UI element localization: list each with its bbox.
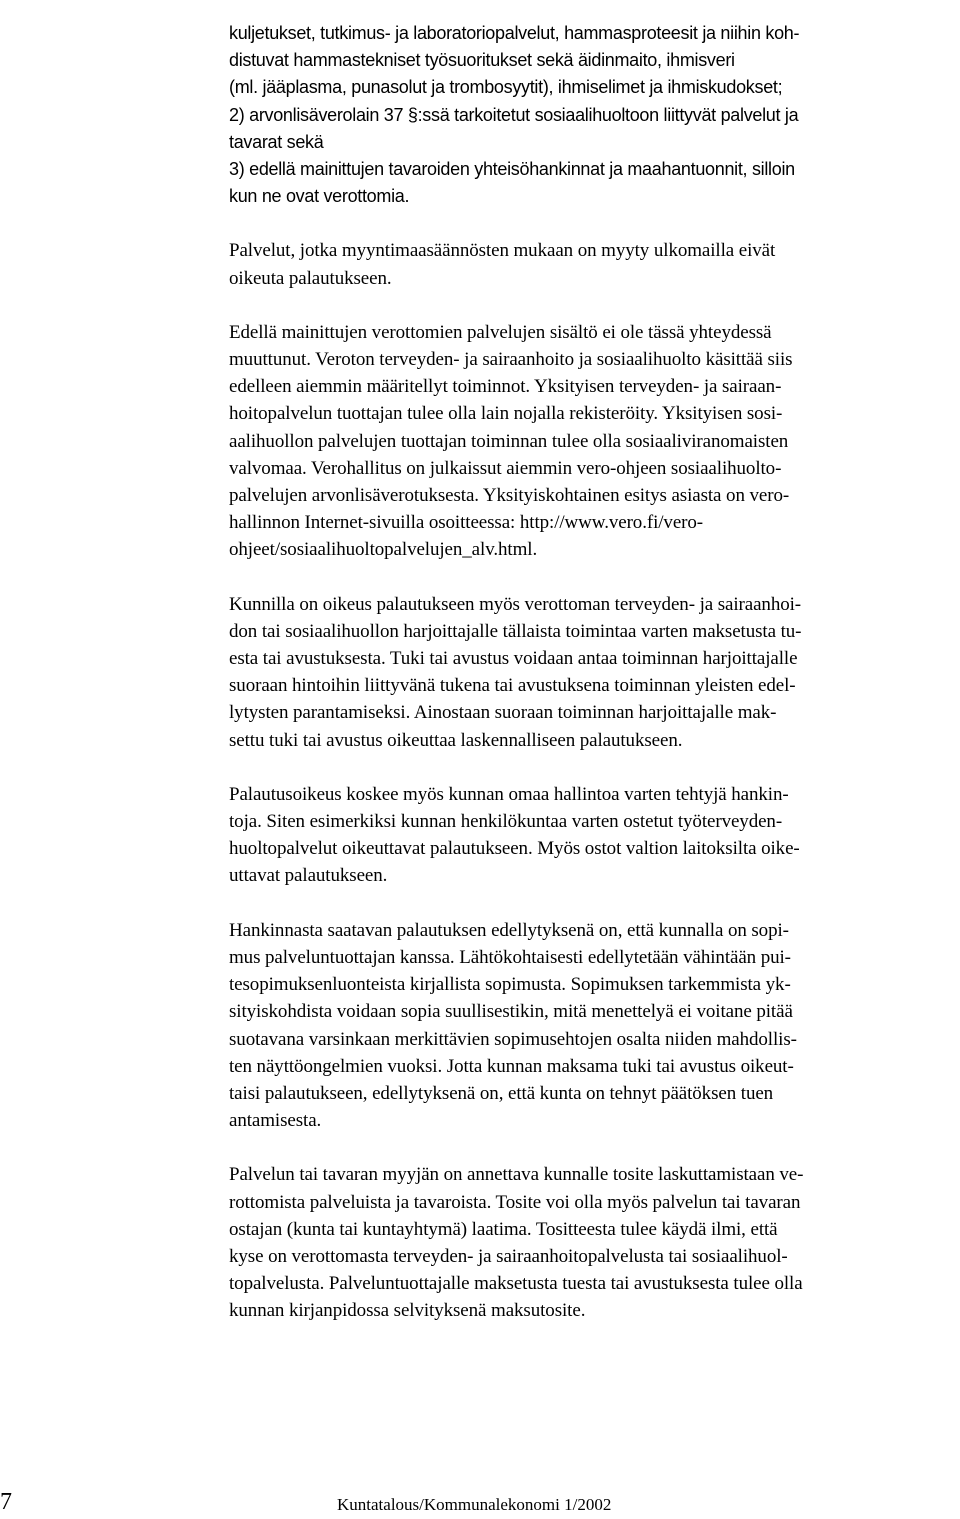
- paragraph-tax-exempt-services: Edellä mainittujen verottomien palvelujen sisältö ei ole tässä yhteydessä muuttunut. Veroton terveyden- ja sairaanhoito ja sosiaalihuolto käsittää siis edelleen aiemmin määritellyt toiminnot. Yksityisen terveyden- ja sairaan- hoitopalvelun tuottajan tulee olla lain nojalla rekisteröity. Yksityisen sosi- aalihuollon palvelujen tuottajan toiminnan tulee olla sosiaaliviranomaisten valvomaa. Verohallitus on julkaissut aiemmin vero-ohjeen sosiaalihuolto- palvelujen arvonlisäverotuksesta. Yksityiskohtainen esitys asiasta on vero- hallinnon Internet-sivuilla osoitteessa: http://www.vero.fi/vero- ohjeet/sosiaalihuoltopalvelujen_alv.html.: [229, 321, 793, 561]
- paragraph-municipal-refund-right: Kunnilla on oikeus palautukseen myös verottoman terveyden- ja sairaanhoi- don tai sosiaalihuollon harjoittajalle tällaista toimintaa varten maksetusta tu- esta tai avustuksesta. Tuki tai avustus voidaan antaa toiminnan harjoittajalle suoraan hintoihin liittyvänä tukena tai avustuksena toiminnan yleisten edel- lytysten parantamiseksi. Ainostaan suoraan toiminnan harjoittajalle mak- settu tuki tai avustus oikeuttaa laskennalliseen palautukseen.: [229, 593, 802, 751]
- paragraph-foreign-services: Palvelut, jotka myyntimaasäännösten mukaan on myyty ulkomailla eivät oikeuta palautukseen.: [229, 240, 776, 289]
- paragraph-contract-requirement: Hankinnasta saatavan palautuksen edellytyksenä on, että kunnalla on sopi- mus palveluntuottajan kanssa. Lähtökohtaisesti edellytetään vähintään pui- tesopimuksenluonteista kirjallista sopimusta. Sopimuksen tarkemmista yk- sityiskohdista voidaan sopia suullisestikin, mitä menettelyä ei voitane pitää suotavana varsinkaan merkittävien sopimusehtojen osalta niiden mahdollis- ten näyttöongelmien vuoksi. Jotta kunnan maksama tuki tai avustus oikeut- taisi palautukseen, edellytyksenä on, että kunta on tehnyt päätöksen tuen antamisesta.: [229, 919, 797, 1132]
- page-footer: [0, 1489, 960, 1519]
- page-number: 7: [0, 1489, 12, 1515]
- publication-title: Kuntatalous/Kommunalekonomi 1/2002: [337, 1495, 612, 1514]
- paragraph-list-continuation: kuljetukset, tutkimus- ja laboratoriopalvelut, hammasproteesit ja niihin koh- distuvat hammastekniset työsuoritukset sekä äidinmaito, ihmisveri (ml. jääplasma, punasolut ja trombosyytit), ihmiselimet ja ihmiskudokset; 2) arvonlisäverolain 37 §:ssä tarkoitetut sosiaalihuoltoon liittyvät palvelut ja tavarat sekä 3) edellä mainittujen tavaroiden yhteisöhankinnat ja maahantuonnit, silloin kun ne ovat verottomia.: [229, 23, 800, 207]
- document-body: [229, 20, 959, 1325]
- paragraph-own-administration: Palautusoikeus koskee myös kunnan omaa hallintoa varten tehtyjä hankin- toja. Siten esimerkiksi kunnan henkilökuntaa varten ostetut työterveyden- huoltopalvelut oikeuttavat palautukseen. Myös ostot valtion laitoksilta oike- uttavat palautukseen.: [229, 783, 800, 887]
- paragraph-receipt-requirement: Palvelun tai tavaran myyjän on annettava kunnalle tosite laskuttamistaan ve- rottomista palveluista ja tavaroista. Tosite voi olla myös palvelun tai tavaran ostajan (kunta tai kuntayhtymä) laatima. Tositteesta tulee käydä ilmi, että kyse on verottomasta terveyden- ja sairaanhoitopalvelusta tai sosiaalihuol- topalvelusta. Palveluntuottajalle maksetusta tuesta tai avustuksesta tulee olla kunnan kirjanpidossa selvityksenä maksutosite.: [229, 1164, 804, 1322]
